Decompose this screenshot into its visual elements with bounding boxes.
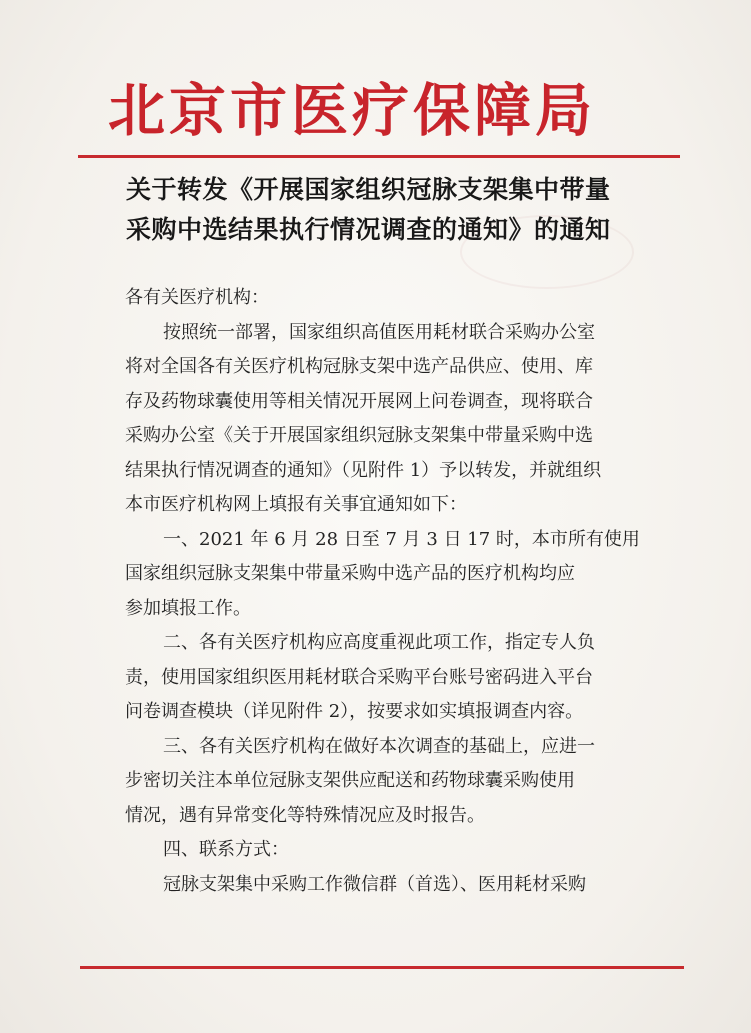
title-line-2: 采购中选结果执行情况调查的通知》的通知 [126,215,611,244]
paragraph-line: 四、联系方式： [163,839,289,860]
paragraph-line: 国家组织冠脉支架集中带量采购中选产品的医疗机构均应 [125,563,575,584]
paragraph-line: 参加填报工作。 [125,597,251,619]
paragraph-line: 采购办公室《关于开展国家组织冠脉支架集中带量采购中选 [125,425,593,446]
paragraph-line: 二、各有关医疗机构应高度重视此项工作，指定专人负 [163,632,595,653]
paragraph-line: 三、各有关医疗机构在做好本次调查的基础上，应进一 [163,735,595,757]
paragraph-line: 冠脉支架集中采购工作微信群（首选）、医用耗材采购 [163,873,586,895]
paragraph-line: 结果执行情况调查的通知》（见附件 1）予以转发，并就组织 [125,459,602,481]
paragraph-line: 按照统一部署，国家组织高值医用耗材联合采购办公室 [163,321,595,343]
paragraph-line: 存及药物球囊使用等相关情况开展网上问卷调查，现将联合 [125,390,593,412]
header-red-rule [78,155,680,158]
footer-red-rule [80,966,684,969]
paragraph-line: 问卷调查模块（详见附件 2），按要求如实填报调查内容。 [125,701,584,722]
title-line-1: 关于转发《开展国家组织冠脉支架集中带量 [126,175,611,204]
document-body [125,281,665,902]
salutation: 各有关医疗机构： [125,287,269,308]
paragraph-line: 情况，遇有异常变化等特殊情况应及时报告。 [125,804,485,826]
paragraph-line: 一、2021 年 6 月 28 日至 7 月 3 日 17 时，本市所有使用 [163,528,640,550]
paragraph-line: 步密切关注本单位冠脉支架供应配送和药物球囊采购使用 [125,770,575,791]
document-title [126,170,666,250]
paragraph-line: 将对全国各有关医疗机构冠脉支架中选产品供应、使用、库 [125,356,593,377]
agency-header: 北京市医疗保障局 [108,77,596,144]
paragraph-line: 本市医疗机构网上填报有关事宜通知如下： [125,494,467,515]
paragraph-line: 责，使用国家组织医用耗材联合采购平台账号密码进入平台 [125,666,593,688]
